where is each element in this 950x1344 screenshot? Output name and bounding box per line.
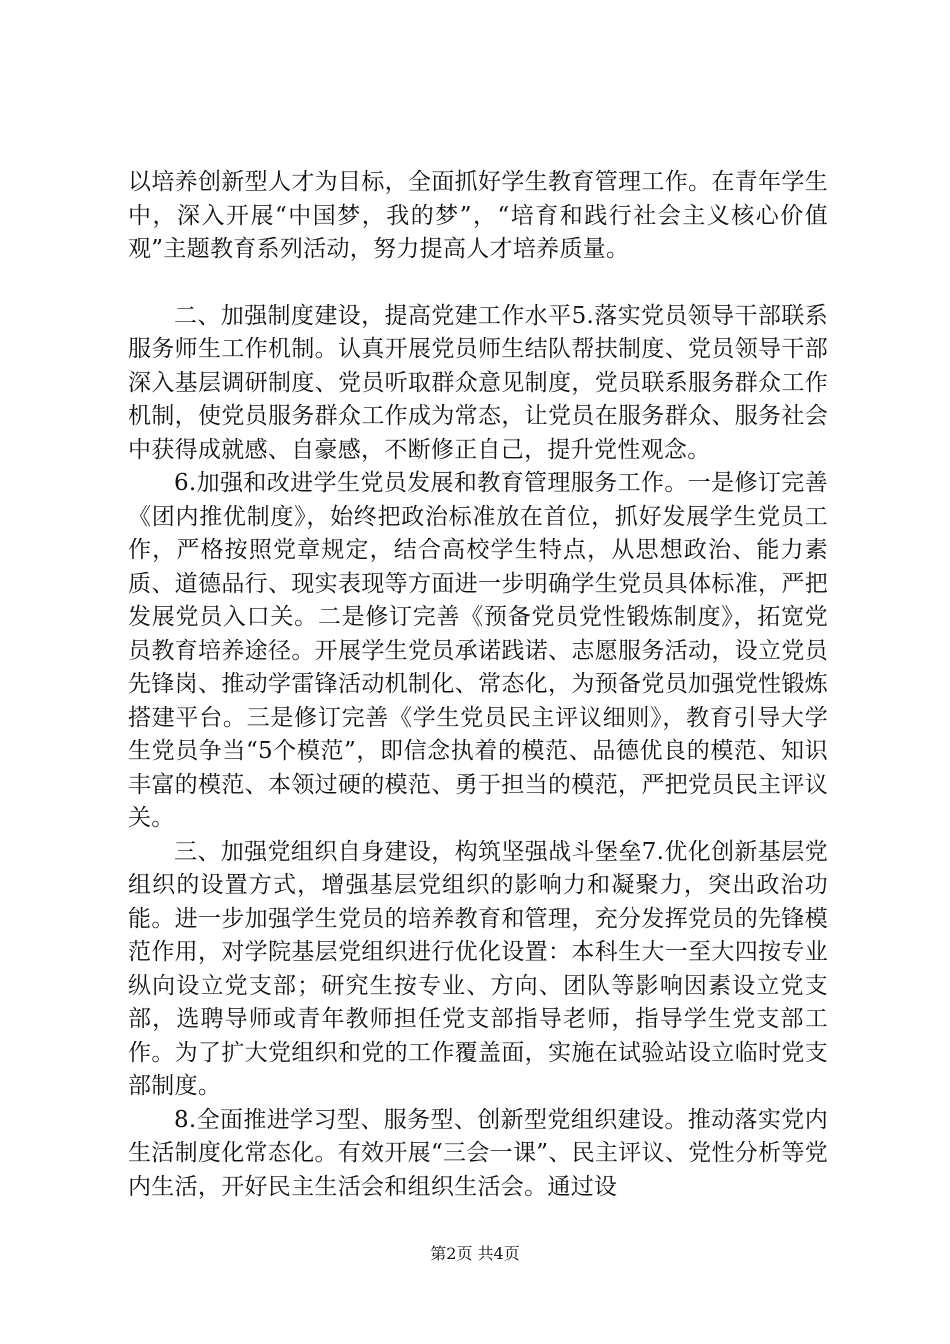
paragraph-section-two: 二、加强制度建设，提高党建工作水平5.落实党员领导干部联系服务师生工作机制。认真开展党员师生结队帮扶制度、党员领导干部深入基层调研制度、党员听取群众意见制度，党员联系服务群众工作机制，使党员服务群众工作成为常态，让党员在服务群众、服务社会中获得成就感、自豪感，不断修正自己，提升党性观念。	[128, 302, 828, 463]
paragraph-item-six: 6.加强和改进学生党员发展和教育管理服务工作。一是修订完善《团内推优制度》，始终把政治标准放在首位，抓好发展学生党员工作，严格按照党章规定，结合高校学生特点，从思想政治、能力素质、道德品行、现实表现等方面进一步明确学生党员具体标准，严把发展党员入口关。二是修订完善《预备党员党性锻炼制度》，拓宽党员教育培养途径。开展学生党员承诺践诺、志愿服务活动，设立党员先锋岗、推动学雷锋活动机制化、常态化，为预备党员加强党性锻炼搭建平台。三是修订完善《学生党员民主评议细则》，教育引导大学生党员争当“5个模范”，即信念执着的模范、品德优良的模范、知识丰富的模范、本领过硬的模范、勇于担当的模范，严把党员民主评议关。	[128, 470, 828, 831]
paragraph-spacer	[128, 267, 828, 300]
page-number-footer: 第2页 共4页	[430, 1244, 520, 1263]
document-body	[128, 166, 828, 1204]
paragraph-item-eight: 8.全面推进学习型、服务型、创新型党组织建设。推动落实党内生活制度化常态化。有效开展“三会一课”、民主评议、党性分析等党内生活，开好民主生活会和组织生活会。通过设	[128, 1106, 828, 1200]
paragraph-section-three: 三、加强党组织自身建设，构筑坚强战斗堡垒7.优化创新基层党组织的设置方式，增强基层党组织的影响力和凝聚力，突出政治功能。进一步加强学生党员的培养教育和管理，充分发挥党员的先锋模范作用，对学院基层党组织进行优化设置：本科生大一至大四按专业纵向设立党支部；研究生按专业、方向、团队等影响因素设立党支部，选聘导师或青年教师担任党支部指导老师，指导学生党支部工作。为了扩大党组织和党的工作覆盖面，实施在试验站设立临时党支部制度。	[128, 838, 828, 1099]
paragraph-continuation: 以培养创新型人才为目标，全面抓好学生教育管理工作。在青年学生中，深入开展“中国梦，我的梦”，“培育和践行社会主义核心价值观”主题教育系列活动，努力提高人才培养质量。	[128, 169, 828, 262]
